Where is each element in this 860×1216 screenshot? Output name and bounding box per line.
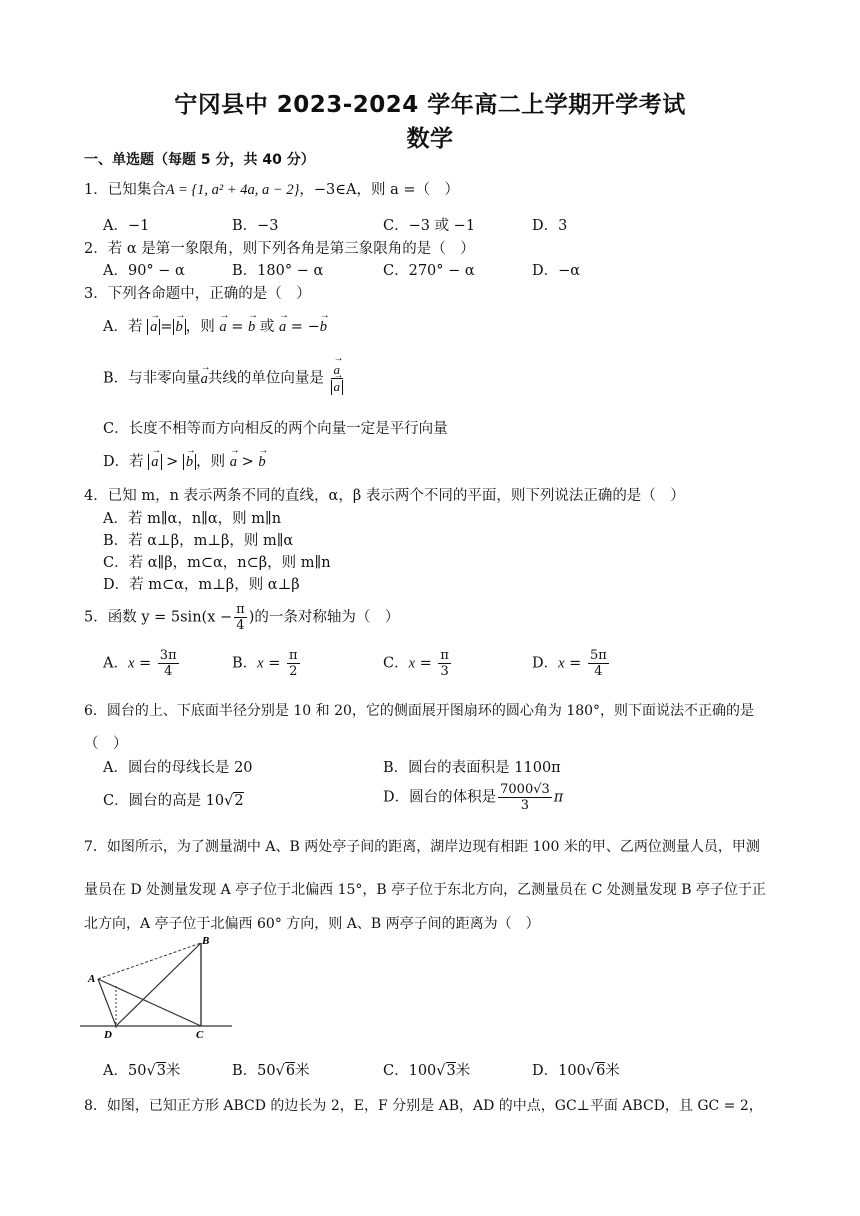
question-6: 6．圆台的上、下底面半径分别是 10 和 20，它的侧面展开图扇环的圆心角为 180°，则下面说法不正确的是 [84,703,755,719]
question-5: 5．函数 y = 5sin(x − $\frac{\pi}{4}$ )的一条对称轴为（ ） [84,602,400,633]
question-1: 1．已知集合A = {1, a² + 4a, a − 2}，−3∈A，则 a =（ ） [84,182,459,198]
q1-option-c[interactable]: C．−3 或 −1 [383,218,476,234]
question-4: 4．已知 m，n 表示两条不同的直线，α，β 表示两个不同的平面，则下列说法正确的是（ ） [84,488,685,504]
question-6-paren: （ ） [84,736,128,752]
label-c: C [196,1029,204,1041]
question-7-line-3: 北方向，A 亭子位于北偏西 60° 方向，则 A、B 两亭子间的距离为（ ） [84,916,540,932]
q2-option-c[interactable]: C．270° − α [383,263,475,279]
question-7-line-2: 量员在 D 处测量发现 A 亭子位于北偏西 15°，B 亭子位于东北方向，乙测量员在 C 处测量发现 B 亭子位于正 [84,882,766,898]
q4-option-c[interactable]: C．若 α∥β，m⊂α，n⊂β，则 m∥n [103,555,331,571]
q2-option-a[interactable]: A．90° − α [103,263,185,279]
q5-option-c[interactable]: C．x = $\frac{\pi}{3}$ [383,648,449,679]
q4-option-a[interactable]: A．若 m∥α，n∥α，则 m∥n [103,511,282,527]
q7-option-c[interactable]: C．100√3米 [383,1063,471,1079]
set-expression: A = {1, a² + 4a, a − 2} [165,182,300,198]
q2-option-b[interactable]: B．180° − α [232,263,324,279]
q5-option-d[interactable]: D．x = $\frac{5\pi}{4}$ [532,648,607,679]
q2-option-d[interactable]: D．−α [532,263,581,279]
q6-option-a[interactable]: A．圆台的母线长是 20 [103,760,253,776]
q6-option-c[interactable]: C．圆台的高是 10√2 [103,793,244,809]
abs-a: → a [147,319,160,335]
q7-option-d[interactable]: D．100√6米 [532,1063,620,1079]
question-7-line-1: 7．如图所示，为了测量湖中 A、B 两处亭子间的距离，湖岸边现有相距 100 米的甲、乙两位测量人员，甲测 [84,839,760,855]
segment-db [116,943,201,1026]
q4-option-b[interactable]: B．若 α⊥β，m⊥β，则 m∥α [103,533,294,549]
abs-b: → b [173,319,186,335]
question-8-line-1: 8．如图，已知正方形 ABCD 的边长为 2，E，F 分别是 AB，AD 的中点，GC⊥平面 ABCD，且 GC = 2， [84,1098,763,1114]
q7-option-a[interactable]: A．50√3米 [103,1063,181,1079]
section-heading: 一、单选题（每题 5 分，共 40 分） [84,152,315,168]
segment-ab [98,943,201,979]
q3-option-a[interactable]: A．若 → a =→ b ，则 → a = → b 或 → a = −→ b [103,318,327,336]
q7-option-b[interactable]: B．50√6米 [232,1063,310,1079]
q5-option-b[interactable]: B．x = $\frac{\pi}{2}$ [232,648,298,679]
q1-option-b[interactable]: B．−3 [232,218,279,234]
q6-option-d[interactable]: D．圆台的体积是 $\frac{7000√3}{3}$ π [383,782,564,813]
q3-option-d[interactable]: D．若 → a > → b ，则 → a > → b [103,453,266,471]
question-3: 3．下列各命题中，正确的是（ ） [84,286,311,302]
unit-vector-fraction: → a → a [331,362,344,395]
pi-over-4: $\frac{\pi}{4}$ [236,602,245,633]
label-b: B [202,935,210,947]
exam-title: 宁冈县中 2023-2024 学年高二上学期开学考试 [174,92,686,118]
q3-option-b[interactable]: B．与非零向量→ a共线的单位向量是 → a → a [103,362,345,408]
lake-survey-figure [80,932,240,1044]
exam-subject: 数学 [406,126,454,152]
q4-option-d[interactable]: D．若 m⊂α，m⊥β，则 α⊥β [103,577,300,593]
question-2: 2．若 α 是第一象限角，则下列各角是第三象限角的是（ ） [84,241,475,257]
label-a: A [88,973,96,985]
q1-option-d[interactable]: D．3 [532,218,568,234]
q5-option-a[interactable]: A．x = $\frac{3\pi}{4}$ [103,648,177,679]
q6-option-b[interactable]: B．圆台的表面积是 1100π [383,760,561,776]
q3-option-c[interactable]: C．长度不相等而方向相反的两个向量一定是平行向量 [103,421,448,437]
label-d: D [104,1029,112,1041]
q1-option-a[interactable]: A．−1 [103,218,150,234]
